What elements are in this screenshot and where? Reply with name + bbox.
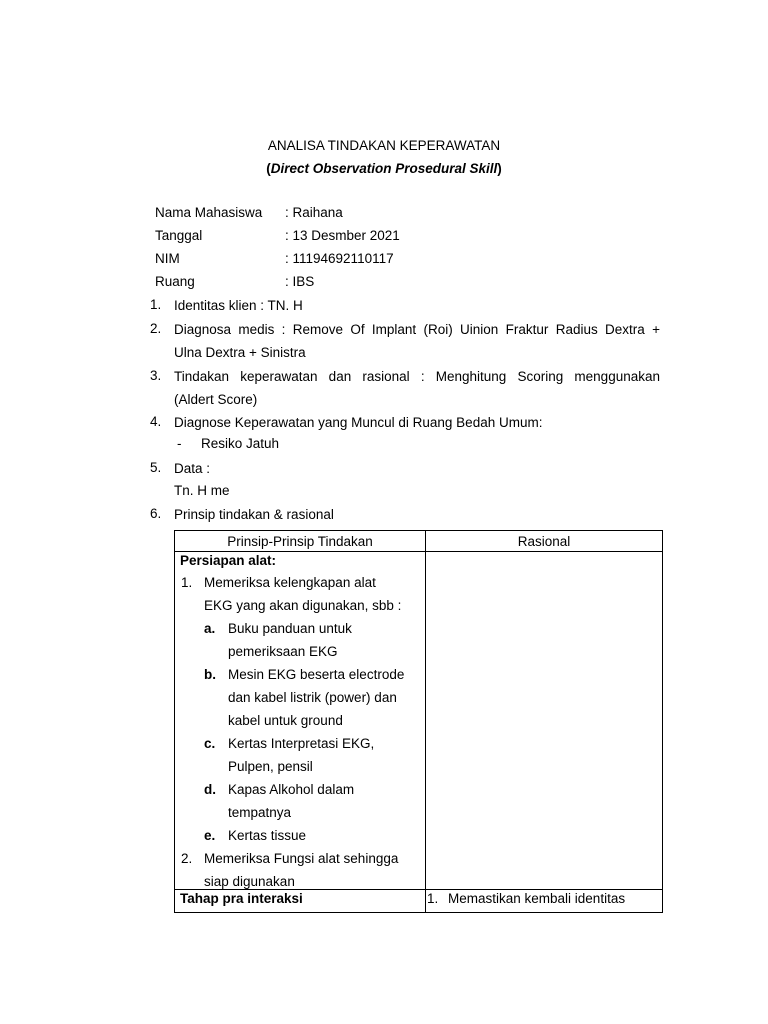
step-text: siap digunakan	[204, 874, 295, 889]
item-number: 1.	[150, 297, 162, 312]
table-row	[175, 890, 663, 913]
section-heading: Tahap pra interaksi	[180, 891, 303, 906]
item-number: 2.	[150, 321, 162, 336]
rasional-text: Memastikan kembali identitas	[448, 891, 626, 906]
subitem-text: Kapas Alkohol dalam	[228, 782, 355, 797]
subitem-letter: d.	[204, 782, 216, 797]
table-cell-principles	[175, 890, 426, 913]
item-text-line2: Ulna Dextra + Sinistra	[174, 345, 306, 360]
item-text: Identitas klien : TN. H	[174, 298, 303, 313]
info-label: Ruang	[155, 274, 195, 289]
subitem-text: kabel untuk ground	[228, 713, 343, 728]
subtitle-close: )	[497, 161, 502, 176]
subitem-text: Pulpen, pensil	[228, 759, 313, 774]
section-heading: Persiapan alat:	[180, 553, 277, 568]
subitem-letter: c.	[204, 736, 216, 751]
subitem-text: Mesin EKG beserta electrode	[228, 667, 405, 682]
step-number: 1.	[181, 575, 193, 590]
procedure-table	[174, 530, 663, 913]
item-text-line1: Diagnosa medis : Remove Of Implant (Roi) Uinion Fraktur Radius Dextra +	[174, 322, 660, 337]
subtitle-italic: Direct Observation Prosedural Skill	[270, 161, 498, 176]
item-text-line1: Tindakan keperawatan dan rasional : Menghitung Scoring menggunakan	[174, 369, 660, 384]
sub-item-dash: -	[177, 436, 182, 451]
step-text: Memeriksa Fungsi alat sehingga	[204, 851, 399, 866]
subitem-text: Kertas Interpretasi EKG,	[228, 736, 375, 751]
document-title: ANALISA TINDAKAN KEPERAWATAN	[267, 138, 501, 153]
item-text: Data :	[174, 461, 211, 476]
info-value: : 13 Desmber 2021	[285, 228, 400, 243]
subitem-text: Kertas tissue	[228, 828, 307, 843]
info-value: : IBS	[285, 274, 315, 289]
info-label: Nama Mahasiswa	[155, 205, 263, 220]
table-cell-rasional	[426, 552, 663, 890]
table-cell-rasional	[426, 890, 663, 913]
step-number: 2.	[181, 851, 193, 866]
item-text: Prinsip tindakan & rasional	[174, 507, 334, 522]
item-number: 5.	[150, 460, 162, 475]
document-subtitle	[0, 161, 768, 176]
subitem-letter: b.	[204, 667, 216, 682]
table-header-principles: Prinsip-Prinsip Tindakan	[175, 531, 426, 552]
item-text-line2: (Aldert Score)	[174, 392, 258, 407]
sub-item-text: Tn. H me	[174, 483, 230, 498]
info-label: NIM	[155, 251, 180, 266]
step-text: EKG yang akan digunakan, sbb :	[204, 598, 402, 613]
subitem-text: pemeriksaan EKG	[228, 644, 338, 659]
subitem-letter: e.	[204, 828, 216, 843]
item-number: 6.	[150, 506, 162, 521]
subitem-letter: a.	[204, 621, 216, 636]
subitem-text: tempatnya	[228, 805, 292, 820]
subtitle-open: (	[266, 161, 271, 176]
item-number: 3.	[150, 368, 162, 383]
table-row	[175, 552, 663, 890]
rasional-number: 1.	[427, 891, 439, 906]
info-value: : 11194692110117	[285, 251, 394, 266]
step-text: Memeriksa kelengkapan alat	[204, 575, 376, 590]
subitem-text: Buku panduan untuk	[228, 621, 352, 636]
subitem-text: dan kabel listrik (power) dan	[228, 690, 397, 705]
info-value: : Raihana	[285, 205, 343, 220]
table-cell-principles	[175, 552, 426, 890]
sub-item-text: Resiko Jatuh	[201, 436, 280, 451]
table-header-row	[175, 531, 663, 552]
item-text: Diagnose Keperawatan yang Muncul di Ruang Bedah Umum:	[174, 415, 543, 430]
table-header-rasional: Rasional	[426, 531, 663, 552]
info-label: Tanggal	[155, 228, 203, 243]
item-number: 4.	[150, 414, 162, 429]
